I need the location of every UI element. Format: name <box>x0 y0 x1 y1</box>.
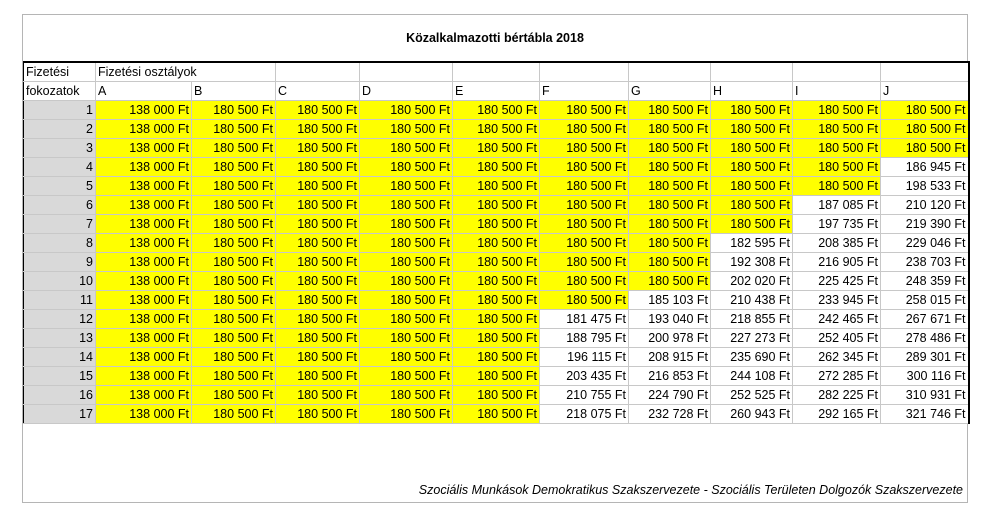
salary-cell: 180 500 Ft <box>453 100 540 119</box>
table-row <box>24 385 969 404</box>
salary-cell: 218 855 Ft <box>711 309 793 328</box>
salary-cell: 138 000 Ft <box>96 290 192 309</box>
salary-cell: 180 500 Ft <box>192 309 276 328</box>
salary-cell: 227 273 Ft <box>711 328 793 347</box>
salary-cell: 180 500 Ft <box>192 233 276 252</box>
salary-cell: 229 046 Ft <box>881 233 969 252</box>
salary-cell: 138 000 Ft <box>96 404 192 423</box>
salary-cell: 218 075 Ft <box>540 404 629 423</box>
salary-cell: 260 943 Ft <box>711 404 793 423</box>
table-row <box>24 404 969 423</box>
salary-cell: 180 500 Ft <box>192 119 276 138</box>
salary-table-sheet <box>22 14 968 503</box>
salary-cell: 180 500 Ft <box>629 138 711 157</box>
salary-cell: 180 500 Ft <box>360 309 453 328</box>
salary-cell: 180 500 Ft <box>453 157 540 176</box>
salary-cell: 200 978 Ft <box>629 328 711 347</box>
salary-cell: 180 500 Ft <box>360 214 453 233</box>
salary-cell: 180 500 Ft <box>276 119 360 138</box>
header-blank <box>540 62 629 81</box>
salary-cell: 180 500 Ft <box>540 138 629 157</box>
salary-grid <box>23 61 970 424</box>
salary-cell: 180 500 Ft <box>360 366 453 385</box>
salary-cell: 180 500 Ft <box>540 252 629 271</box>
salary-cell: 233 945 Ft <box>793 290 881 309</box>
salary-cell: 138 000 Ft <box>96 214 192 233</box>
salary-cell: 180 500 Ft <box>540 176 629 195</box>
salary-cell: 225 425 Ft <box>793 271 881 290</box>
salary-cell: 138 000 Ft <box>96 119 192 138</box>
salary-cell: 180 500 Ft <box>360 157 453 176</box>
salary-cell: 180 500 Ft <box>192 404 276 423</box>
salary-cell: 138 000 Ft <box>96 252 192 271</box>
salary-cell: 180 500 Ft <box>192 328 276 347</box>
salary-cell: 210 438 Ft <box>711 290 793 309</box>
salary-cell: 180 500 Ft <box>711 100 793 119</box>
salary-cell: 180 500 Ft <box>276 290 360 309</box>
salary-cell: 180 500 Ft <box>629 176 711 195</box>
salary-cell: 180 500 Ft <box>453 290 540 309</box>
salary-cell: 138 000 Ft <box>96 271 192 290</box>
salary-cell: 180 500 Ft <box>360 385 453 404</box>
salary-cell: 180 500 Ft <box>276 233 360 252</box>
salary-cell: 180 500 Ft <box>793 100 881 119</box>
salary-cell: 180 500 Ft <box>360 138 453 157</box>
salary-cell: 180 500 Ft <box>540 233 629 252</box>
salary-cell: 180 500 Ft <box>192 138 276 157</box>
salary-cell: 210 755 Ft <box>540 385 629 404</box>
salary-cell: 138 000 Ft <box>96 309 192 328</box>
salary-cell: 180 500 Ft <box>360 195 453 214</box>
salary-cell: 180 500 Ft <box>276 347 360 366</box>
salary-cell: 180 500 Ft <box>453 176 540 195</box>
level-cell: 12 <box>24 309 96 328</box>
salary-cell: 180 500 Ft <box>453 119 540 138</box>
salary-cell: 292 165 Ft <box>793 404 881 423</box>
level-cell: 6 <box>24 195 96 214</box>
salary-cell: 180 500 Ft <box>453 328 540 347</box>
salary-cell: 224 790 Ft <box>629 385 711 404</box>
table-row <box>24 366 969 385</box>
salary-cell: 180 500 Ft <box>192 176 276 195</box>
table-row <box>24 328 969 347</box>
salary-cell: 180 500 Ft <box>453 252 540 271</box>
table-title: Közalkalmazotti bértábla 2018 <box>406 31 584 45</box>
salary-cell: 180 500 Ft <box>629 100 711 119</box>
salary-cell: 138 000 Ft <box>96 328 192 347</box>
salary-cell: 180 500 Ft <box>629 214 711 233</box>
salary-cell: 180 500 Ft <box>192 366 276 385</box>
salary-cell: 180 500 Ft <box>793 119 881 138</box>
salary-cell: 208 385 Ft <box>793 233 881 252</box>
header-blank <box>881 62 969 81</box>
salary-cell: 282 225 Ft <box>793 385 881 404</box>
level-cell: 16 <box>24 385 96 404</box>
salary-cell: 180 500 Ft <box>276 309 360 328</box>
salary-cell: 180 500 Ft <box>192 385 276 404</box>
salary-cell: 262 345 Ft <box>793 347 881 366</box>
salary-cell: 242 465 Ft <box>793 309 881 328</box>
salary-cell: 321 746 Ft <box>881 404 969 423</box>
salary-cell: 180 500 Ft <box>629 157 711 176</box>
salary-cell: 180 500 Ft <box>711 214 793 233</box>
salary-cell: 180 500 Ft <box>360 252 453 271</box>
salary-cell: 138 000 Ft <box>96 233 192 252</box>
salary-cell: 180 500 Ft <box>360 271 453 290</box>
salary-cell: 180 500 Ft <box>629 119 711 138</box>
salary-cell: 180 500 Ft <box>453 309 540 328</box>
salary-cell: 180 500 Ft <box>540 195 629 214</box>
level-cell: 5 <box>24 176 96 195</box>
salary-cell: 180 500 Ft <box>453 347 540 366</box>
salary-cell: 180 500 Ft <box>540 100 629 119</box>
salary-cell: 138 000 Ft <box>96 195 192 214</box>
salary-cell: 180 500 Ft <box>881 100 969 119</box>
level-cell: 4 <box>24 157 96 176</box>
salary-cell: 180 500 Ft <box>360 347 453 366</box>
salary-cell: 180 500 Ft <box>793 176 881 195</box>
salary-cell: 258 015 Ft <box>881 290 969 309</box>
salary-cell: 180 500 Ft <box>453 366 540 385</box>
footer-unions: Szociális Munkások Demokratikus Szakszervezete - Szociális Területen Dolgozók Szakszervezete <box>418 483 963 497</box>
table-row <box>24 195 969 214</box>
salary-cell: 235 690 Ft <box>711 347 793 366</box>
salary-cell: 300 116 Ft <box>881 366 969 385</box>
salary-cell: 138 000 Ft <box>96 100 192 119</box>
header-blank <box>629 62 711 81</box>
level-cell: 15 <box>24 366 96 385</box>
salary-cell: 180 500 Ft <box>711 157 793 176</box>
header-fizetesi: Fizetési <box>24 62 96 81</box>
salary-cell: 180 500 Ft <box>360 404 453 423</box>
salary-cell: 180 500 Ft <box>540 119 629 138</box>
salary-cell: 180 500 Ft <box>629 271 711 290</box>
salary-cell: 180 500 Ft <box>276 385 360 404</box>
salary-cell: 180 500 Ft <box>276 176 360 195</box>
salary-cell: 289 301 Ft <box>881 347 969 366</box>
salary-cell: 180 500 Ft <box>453 214 540 233</box>
salary-cell: 180 500 Ft <box>276 100 360 119</box>
salary-cell: 180 500 Ft <box>629 195 711 214</box>
table-row <box>24 119 969 138</box>
class-header-c: C <box>276 81 360 100</box>
class-header-f: F <box>540 81 629 100</box>
salary-cell: 238 703 Ft <box>881 252 969 271</box>
header-row-2 <box>24 81 969 100</box>
salary-cell: 180 500 Ft <box>540 157 629 176</box>
header-fokozatok: fokozatok <box>24 81 96 100</box>
table-row <box>24 271 969 290</box>
level-cell: 9 <box>24 252 96 271</box>
salary-cell: 193 040 Ft <box>629 309 711 328</box>
salary-cell: 180 500 Ft <box>453 138 540 157</box>
salary-cell: 188 795 Ft <box>540 328 629 347</box>
salary-cell: 180 500 Ft <box>276 271 360 290</box>
table-row <box>24 214 969 233</box>
salary-cell: 197 735 Ft <box>793 214 881 233</box>
salary-cell: 180 500 Ft <box>793 138 881 157</box>
salary-cell: 182 595 Ft <box>711 233 793 252</box>
salary-cell: 180 500 Ft <box>629 252 711 271</box>
table-row <box>24 347 969 366</box>
salary-cell: 180 500 Ft <box>360 176 453 195</box>
class-header-e: E <box>453 81 540 100</box>
salary-cell: 232 728 Ft <box>629 404 711 423</box>
salary-cell: 138 000 Ft <box>96 138 192 157</box>
salary-cell: 180 500 Ft <box>276 195 360 214</box>
level-cell: 2 <box>24 119 96 138</box>
class-header-g: G <box>629 81 711 100</box>
header-group-label: Fizetési osztályok <box>96 62 276 81</box>
class-header-b: B <box>192 81 276 100</box>
salary-cell: 272 285 Ft <box>793 366 881 385</box>
salary-cell: 180 500 Ft <box>192 214 276 233</box>
salary-cell: 180 500 Ft <box>881 119 969 138</box>
salary-cell: 208 915 Ft <box>629 347 711 366</box>
table-row <box>24 138 969 157</box>
salary-cell: 180 500 Ft <box>540 214 629 233</box>
level-cell: 17 <box>24 404 96 423</box>
class-header-d: D <box>360 81 453 100</box>
salary-cell: 180 500 Ft <box>276 252 360 271</box>
salary-cell: 252 525 Ft <box>711 385 793 404</box>
salary-cell: 180 500 Ft <box>360 233 453 252</box>
level-cell: 1 <box>24 100 96 119</box>
level-cell: 11 <box>24 290 96 309</box>
salary-cell: 138 000 Ft <box>96 347 192 366</box>
level-cell: 8 <box>24 233 96 252</box>
salary-cell: 180 500 Ft <box>276 328 360 347</box>
salary-cell: 180 500 Ft <box>711 195 793 214</box>
salary-cell: 180 500 Ft <box>711 176 793 195</box>
level-cell: 7 <box>24 214 96 233</box>
salary-cell: 180 500 Ft <box>540 290 629 309</box>
salary-cell: 180 500 Ft <box>540 271 629 290</box>
salary-cell: 185 103 Ft <box>629 290 711 309</box>
class-header-h: H <box>711 81 793 100</box>
header-blank <box>360 62 453 81</box>
salary-cell: 180 500 Ft <box>360 100 453 119</box>
salary-cell: 187 085 Ft <box>793 195 881 214</box>
salary-cell: 198 533 Ft <box>881 176 969 195</box>
salary-cell: 216 905 Ft <box>793 252 881 271</box>
salary-cell: 181 475 Ft <box>540 309 629 328</box>
salary-cell: 180 500 Ft <box>881 138 969 157</box>
table-row <box>24 290 969 309</box>
level-cell: 10 <box>24 271 96 290</box>
table-row <box>24 157 969 176</box>
header-row-1 <box>24 62 969 81</box>
level-cell: 13 <box>24 328 96 347</box>
salary-cell: 138 000 Ft <box>96 366 192 385</box>
salary-cell: 180 500 Ft <box>276 138 360 157</box>
salary-cell: 252 405 Ft <box>793 328 881 347</box>
salary-cell: 180 500 Ft <box>453 385 540 404</box>
salary-cell: 180 500 Ft <box>276 157 360 176</box>
table-row <box>24 233 969 252</box>
salary-cell: 216 853 Ft <box>629 366 711 385</box>
salary-cell: 192 308 Ft <box>711 252 793 271</box>
salary-cell: 202 020 Ft <box>711 271 793 290</box>
salary-cell: 180 500 Ft <box>711 138 793 157</box>
salary-cell: 180 500 Ft <box>453 271 540 290</box>
salary-cell: 138 000 Ft <box>96 385 192 404</box>
salary-cell: 180 500 Ft <box>276 214 360 233</box>
table-row <box>24 100 969 119</box>
header-blank <box>453 62 540 81</box>
salary-cell: 180 500 Ft <box>192 195 276 214</box>
salary-cell: 180 500 Ft <box>360 290 453 309</box>
salary-cell: 180 500 Ft <box>192 290 276 309</box>
salary-cell: 180 500 Ft <box>192 271 276 290</box>
salary-cell: 210 120 Ft <box>881 195 969 214</box>
salary-cell: 180 500 Ft <box>192 157 276 176</box>
salary-cell: 267 671 Ft <box>881 309 969 328</box>
header-blank <box>276 62 360 81</box>
salary-cell: 219 390 Ft <box>881 214 969 233</box>
table-row <box>24 176 969 195</box>
header-blank <box>793 62 881 81</box>
salary-cell: 278 486 Ft <box>881 328 969 347</box>
salary-cell: 180 500 Ft <box>629 233 711 252</box>
salary-cell: 180 500 Ft <box>276 366 360 385</box>
salary-cell: 180 500 Ft <box>360 119 453 138</box>
salary-cell: 180 500 Ft <box>276 404 360 423</box>
header-blank <box>711 62 793 81</box>
salary-cell: 180 500 Ft <box>453 195 540 214</box>
salary-cell: 138 000 Ft <box>96 176 192 195</box>
salary-cell: 180 500 Ft <box>192 252 276 271</box>
class-header-i: I <box>793 81 881 100</box>
salary-cell: 180 500 Ft <box>793 157 881 176</box>
salary-cell: 180 500 Ft <box>453 233 540 252</box>
salary-cell: 180 500 Ft <box>711 119 793 138</box>
salary-cell: 180 500 Ft <box>453 404 540 423</box>
table-row <box>24 309 969 328</box>
salary-cell: 180 500 Ft <box>192 347 276 366</box>
level-cell: 14 <box>24 347 96 366</box>
salary-cell: 248 359 Ft <box>881 271 969 290</box>
class-header-a: A <box>96 81 192 100</box>
salary-cell: 244 108 Ft <box>711 366 793 385</box>
salary-cell: 196 115 Ft <box>540 347 629 366</box>
salary-cell: 180 500 Ft <box>360 328 453 347</box>
level-cell: 3 <box>24 138 96 157</box>
class-header-j: J <box>881 81 969 100</box>
table-row <box>24 252 969 271</box>
salary-cell: 180 500 Ft <box>192 100 276 119</box>
salary-cell: 138 000 Ft <box>96 157 192 176</box>
salary-cell: 310 931 Ft <box>881 385 969 404</box>
salary-cell: 203 435 Ft <box>540 366 629 385</box>
salary-cell: 186 945 Ft <box>881 157 969 176</box>
